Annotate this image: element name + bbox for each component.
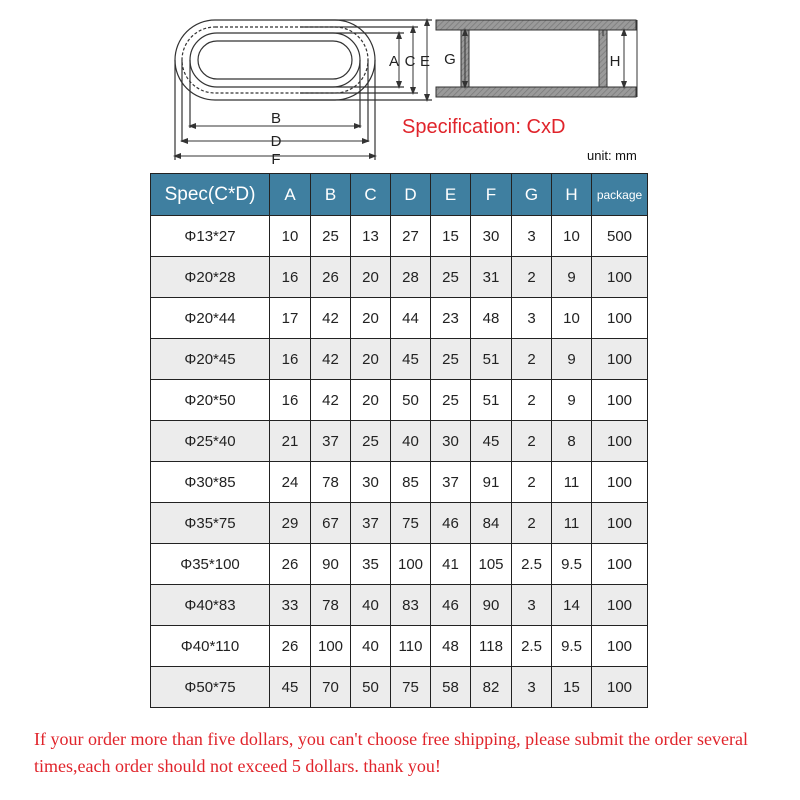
spec-cell: Φ50*75 [151,667,270,708]
value-cell: 23 [431,298,471,339]
table-row [151,503,648,544]
header-h: H [552,174,592,216]
value-cell: 100 [592,339,648,380]
value-cell: 20 [351,339,391,380]
value-cell: 100 [592,380,648,421]
header-b: B [311,174,351,216]
table-row [151,421,648,462]
value-cell: 45 [471,421,512,462]
value-cell: 84 [471,503,512,544]
value-cell: 33 [270,585,311,626]
spec-cell: Φ20*45 [151,339,270,380]
value-cell: 118 [471,626,512,667]
value-cell: 10 [552,298,592,339]
spec-cell: Φ35*100 [151,544,270,585]
value-cell: 25 [351,421,391,462]
value-cell: 100 [592,544,648,585]
value-cell: 37 [351,503,391,544]
table-row [151,462,648,503]
value-cell: 45 [391,339,431,380]
value-cell: 2 [512,462,552,503]
value-cell: 100 [592,421,648,462]
value-cell: 100 [592,298,648,339]
value-cell: 3 [512,216,552,257]
label-h: H [609,53,621,70]
value-cell: 42 [311,298,351,339]
value-cell: 2 [512,421,552,462]
value-cell: 100 [592,257,648,298]
value-cell: 26 [270,626,311,667]
spec-cell: Φ40*83 [151,585,270,626]
value-cell: 9 [552,257,592,298]
value-cell: 100 [391,544,431,585]
value-cell: 11 [552,503,592,544]
value-cell: 2.5 [512,544,552,585]
value-cell: 15 [431,216,471,257]
value-cell: 10 [552,216,592,257]
header-d: D [391,174,431,216]
value-cell: 48 [471,298,512,339]
spec-cell: Φ25*40 [151,421,270,462]
value-cell: 75 [391,503,431,544]
value-cell: 24 [270,462,311,503]
value-cell: 9.5 [552,544,592,585]
value-cell: 2.5 [512,626,552,667]
value-cell: 15 [552,667,592,708]
label-d: D [270,133,282,150]
value-cell: 20 [351,380,391,421]
value-cell: 8 [552,421,592,462]
value-cell: 42 [311,339,351,380]
header-c: C [351,174,391,216]
value-cell: 9 [552,380,592,421]
value-cell: 58 [431,667,471,708]
label-a: A [388,53,400,70]
value-cell: 51 [471,339,512,380]
value-cell: 500 [592,216,648,257]
value-cell: 110 [391,626,431,667]
value-cell: 40 [391,421,431,462]
value-cell: 85 [391,462,431,503]
value-cell: 83 [391,585,431,626]
value-cell: 30 [351,462,391,503]
value-cell: 10 [270,216,311,257]
table-row [151,626,648,667]
value-cell: 16 [270,380,311,421]
dimension-diagram [0,0,800,170]
value-cell: 17 [270,298,311,339]
value-cell: 40 [351,626,391,667]
value-cell: 70 [311,667,351,708]
value-cell: 40 [351,585,391,626]
value-cell: 20 [351,298,391,339]
value-cell: 100 [592,626,648,667]
table-row [151,216,648,257]
value-cell: 100 [592,503,648,544]
value-cell: 14 [552,585,592,626]
value-cell: 3 [512,298,552,339]
spec-cell: Φ13*27 [151,216,270,257]
table-row [151,257,648,298]
header-a: A [270,174,311,216]
spec-cell: Φ20*28 [151,257,270,298]
value-cell: 25 [431,339,471,380]
value-cell: 3 [512,585,552,626]
value-cell: 9 [552,339,592,380]
value-cell: 2 [512,257,552,298]
table-row [151,544,648,585]
value-cell: 27 [391,216,431,257]
value-cell: 2 [512,503,552,544]
spec-cell: Φ30*85 [151,462,270,503]
label-f: F [271,151,281,168]
value-cell: 16 [270,339,311,380]
value-cell: 82 [471,667,512,708]
value-cell: 37 [431,462,471,503]
value-cell: 3 [512,667,552,708]
shipping-notice: If your order more than five dollars, you can't choose free shipping, please submit the order several times,each order should not exceed 5 dollars. thank you! [34,729,749,776]
spec-cell: Φ40*110 [151,626,270,667]
table-row [151,667,648,708]
dimension-arrows [177,22,427,156]
value-cell: 28 [391,257,431,298]
value-cell: 21 [270,421,311,462]
label-b: B [270,110,282,127]
value-cell: 75 [391,667,431,708]
value-cell: 37 [311,421,351,462]
value-cell: 41 [431,544,471,585]
label-c: C [404,53,416,70]
unit-label: unit: mm [587,148,637,163]
value-cell: 100 [311,626,351,667]
value-cell: 51 [471,380,512,421]
value-cell: 67 [311,503,351,544]
spec-cell: Φ20*44 [151,298,270,339]
eyelet-top-view [175,20,432,160]
eyelet-cross-section [436,20,637,97]
value-cell: 90 [471,585,512,626]
specification-title: Specification: CxD [402,116,566,138]
header-g: G [512,174,552,216]
table-body [151,216,648,708]
value-cell: 25 [431,257,471,298]
value-cell: 50 [351,667,391,708]
value-cell: 50 [391,380,431,421]
spec-cell: Φ35*75 [151,503,270,544]
value-cell: 11 [552,462,592,503]
header-f: F [471,174,512,216]
value-cell: 100 [592,667,648,708]
value-cell: 13 [351,216,391,257]
value-cell: 46 [431,585,471,626]
value-cell: 25 [311,216,351,257]
value-cell: 44 [391,298,431,339]
value-cell: 78 [311,462,351,503]
table-row [151,339,648,380]
label-g: G [444,51,456,68]
value-cell: 26 [270,544,311,585]
value-cell: 25 [431,380,471,421]
value-cell: 48 [431,626,471,667]
table-row [151,298,648,339]
value-cell: 35 [351,544,391,585]
value-cell: 30 [471,216,512,257]
header-package: package [592,174,648,216]
value-cell: 26 [311,257,351,298]
value-cell: 2 [512,380,552,421]
value-cell: 29 [270,503,311,544]
value-cell: 2 [512,339,552,380]
table-row [151,585,648,626]
dimension-labels-right [444,51,620,70]
value-cell: 31 [471,257,512,298]
value-cell: 78 [311,585,351,626]
value-cell: 20 [351,257,391,298]
value-cell: 45 [270,667,311,708]
header-e: E [431,174,471,216]
table-header-row [151,174,648,216]
label-e: E [419,53,431,70]
value-cell: 30 [431,421,471,462]
value-cell: 105 [471,544,512,585]
table-row [151,380,648,421]
value-cell: 90 [311,544,351,585]
value-cell: 91 [471,462,512,503]
value-cell: 100 [592,585,648,626]
spec-cell: Φ20*50 [151,380,270,421]
dimension-labels-left [271,53,430,168]
header-spec: Spec(C*D) [151,174,270,216]
value-cell: 9.5 [552,626,592,667]
value-cell: 100 [592,462,648,503]
value-cell: 16 [270,257,311,298]
value-cell: 42 [311,380,351,421]
value-cell: 46 [431,503,471,544]
spec-table [150,173,648,708]
